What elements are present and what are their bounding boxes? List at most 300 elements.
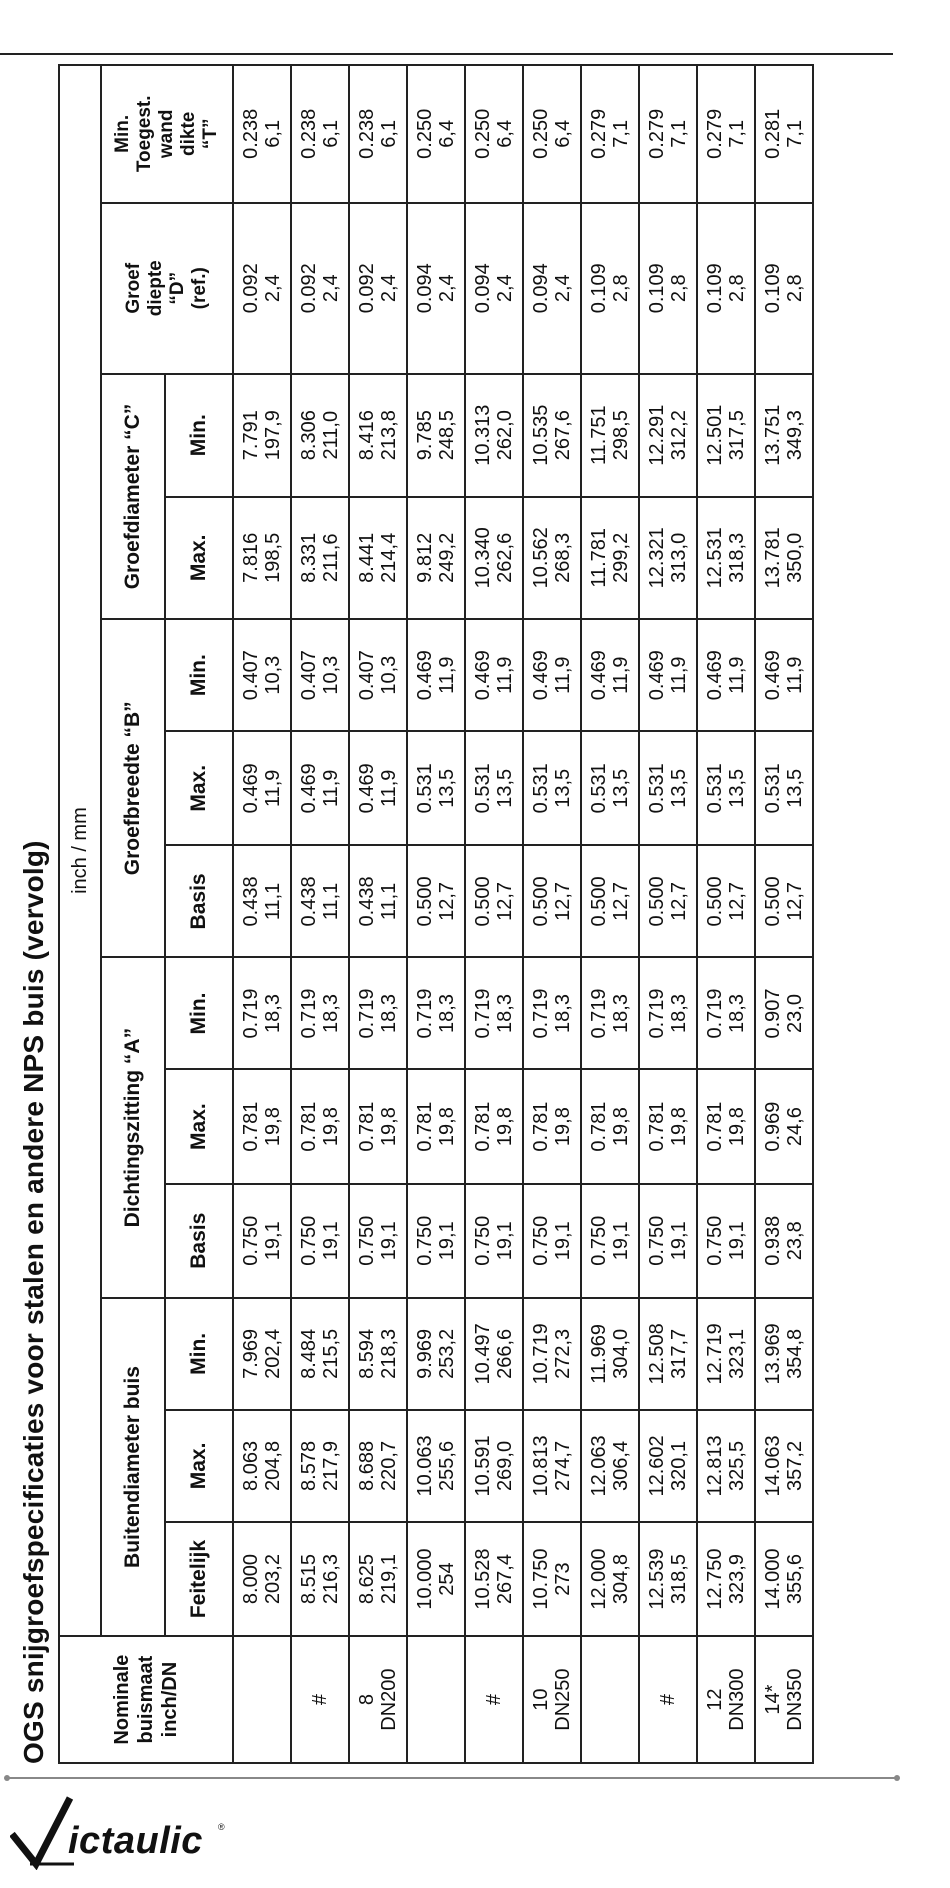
value-inch: 10.063 [414,1435,436,1497]
value-inch: 0.438 [356,876,378,927]
value-cell-b-min [233,619,291,731]
nominal-dn: DN200 [378,1668,400,1731]
value-mm: 19,1 [668,1221,690,1261]
value-mm: 320,1 [668,1440,690,1491]
value-cell-c-max [755,497,813,620]
value-mm: 203,2 [262,1554,284,1605]
value-mm: 18,3 [552,994,574,1033]
value-inch: 0.719 [646,988,668,1039]
value-inch: 0.750 [704,1215,726,1266]
value-cell-b-basis [407,845,465,957]
value-cell-c-max [407,497,465,620]
value-inch: 12.719 [704,1323,726,1385]
value-cell-od-act [523,1522,581,1636]
value-mm: 19,1 [610,1221,632,1261]
value-inch: 10.813 [530,1435,552,1497]
nominal-inch: # [309,1694,331,1706]
header-min-wall: Min. Toegest. wand dikte “T” [101,65,233,203]
value-cell-c-min [349,374,407,497]
value-cell-b-min [639,619,697,731]
nominal-size-cell [349,1636,407,1763]
value-inch: 14.063 [762,1435,784,1497]
value-mm: 214,4 [378,532,400,583]
value-inch: 0.500 [704,876,726,927]
value-inch: 0.238 [240,108,262,159]
value-cell-t [233,65,291,203]
value-inch: 0.500 [646,876,668,927]
value-inch: 11.781 [588,527,610,588]
value-inch: 0.781 [530,1101,552,1152]
value-inch: 10.750 [530,1548,552,1610]
value-mm: 312,2 [668,410,690,461]
value-mm: 318,3 [726,532,748,583]
value-inch: 14.000 [762,1548,784,1610]
value-cell-b-basis [697,845,755,957]
value-inch: 8.594 [356,1328,378,1379]
value-mm: 215,5 [320,1328,342,1379]
value-cell-b-min [349,619,407,731]
value-mm: 19,1 [726,1221,748,1261]
value-inch: 8.484 [298,1328,320,1379]
value-cell-c-min [465,374,523,497]
groove-spec-table [58,64,814,1764]
value-cell-a-max [465,1070,523,1184]
value-cell-c-min [639,374,697,497]
value-mm: 211,0 [320,410,342,460]
value-inch: 12.291 [646,404,668,466]
victaulic-logo [10,1790,230,1876]
value-mm: 2,4 [262,274,284,303]
value-inch: 8.306 [298,410,320,461]
value-cell-od-min [349,1298,407,1410]
nominal-size-cell [465,1636,523,1763]
value-mm: 11,9 [494,656,516,694]
value-cell-od-act [291,1522,349,1636]
value-inch: 9.969 [414,1328,436,1379]
value-cell-a-min [291,957,349,1069]
value-inch: 0.438 [240,876,262,927]
value-mm: 19,8 [494,1107,516,1147]
value-inch: 0.750 [240,1215,262,1266]
value-mm: 249,2 [436,532,458,583]
value-mm: 12,7 [552,881,574,921]
value-inch: 8.688 [356,1440,378,1491]
header-a-basis: Basis [165,1184,233,1298]
value-cell-c-min [523,374,581,497]
value-inch: 0.750 [472,1215,494,1266]
value-inch: 10.719 [530,1323,552,1385]
value-cell-od-max [581,1410,639,1522]
value-inch: 9.785 [414,410,436,461]
value-mm: 211,6 [320,533,342,583]
value-inch: 0.750 [356,1215,378,1266]
value-inch: 0.109 [588,263,610,314]
value-cell-t [407,65,465,203]
value-inch: 0.094 [414,263,436,314]
value-mm: 11,9 [436,656,458,694]
value-cell-c-max [523,497,581,620]
value-cell-od-act [755,1522,813,1636]
value-cell-c-max [697,497,755,620]
value-mm: 6,1 [378,119,400,148]
value-cell-a-basis [697,1184,755,1298]
value-mm: 11,9 [262,769,284,808]
value-cell-od-max [233,1410,291,1522]
value-mm: 217,9 [320,1440,342,1491]
value-inch: 0.469 [588,650,610,701]
value-mm: 6,4 [436,119,458,148]
value-mm: 198,5 [262,532,284,583]
bottom-rule [8,1777,896,1779]
value-cell-od-act [407,1522,465,1636]
value-mm: 19,8 [610,1107,632,1147]
value-inch: 8.331 [298,532,320,583]
value-mm: 12,7 [784,881,806,921]
value-inch: 0.279 [588,108,610,159]
value-cell-b-basis [755,845,813,957]
value-mm: 268,3 [552,532,574,583]
value-cell-b-max [465,731,523,845]
value-mm: 12,7 [726,881,748,921]
rotated-page [10,0,870,1764]
table-row [465,65,523,1763]
value-cell-a-min [581,957,639,1069]
value-cell-od-max [639,1410,697,1522]
value-cell-b-max [697,731,755,845]
value-cell-b-max [581,731,639,845]
value-cell-t [581,65,639,203]
nominal-inch: 10 [530,1688,552,1711]
value-cell-d [523,203,581,374]
value-inch: 0.938 [762,1215,784,1266]
value-inch: 10.313 [472,404,494,466]
value-mm: 19,1 [494,1221,516,1261]
value-cell-od-min [233,1298,291,1410]
value-cell-od-min [581,1298,639,1410]
value-mm: 274,7 [552,1440,574,1491]
header-a-max: Max. [165,1070,233,1184]
value-inch: 0.407 [298,650,320,701]
value-cell-od-min [697,1298,755,1410]
value-mm: 254 [436,1562,458,1596]
value-cell-od-max [523,1410,581,1522]
value-cell-d [581,203,639,374]
value-inch: 11.751 [588,405,610,466]
value-inch: 10.562 [530,527,552,589]
value-inch: 8.416 [356,410,378,461]
value-mm: 2,4 [552,274,574,303]
header-b-max: Max. [165,731,233,845]
value-mm: 272,3 [552,1328,574,1379]
value-cell-a-max [349,1070,407,1184]
value-mm: 7,1 [784,119,806,148]
value-cell-a-max [581,1070,639,1184]
value-cell-b-max [233,731,291,845]
value-mm: 269,0 [494,1440,516,1491]
value-inch: 0.094 [472,263,494,314]
table-row [233,65,291,1763]
value-mm: 18,3 [436,994,458,1033]
value-inch: 12.539 [646,1548,668,1610]
value-mm: 11,9 [726,656,748,694]
value-mm: 304,0 [610,1328,632,1379]
value-cell-b-min [465,619,523,731]
value-mm: 253,2 [436,1328,458,1379]
value-inch: 0.469 [298,763,320,814]
value-inch: 0.781 [646,1101,668,1152]
value-cell-b-max [407,731,465,845]
value-mm: 2,8 [726,274,748,303]
value-inch: 7.969 [240,1328,262,1379]
value-inch: 0.719 [530,988,552,1039]
value-mm: 350,0 [784,532,806,583]
value-mm: 6,4 [494,119,516,148]
value-cell-d [349,203,407,374]
value-mm: 317,5 [726,410,748,461]
value-cell-c-min [291,374,349,497]
value-mm: 267,6 [552,410,574,461]
table-body [233,65,813,1763]
value-mm: 18,3 [494,994,516,1033]
value-cell-a-basis [581,1184,639,1298]
value-mm: 12,7 [668,881,690,921]
header-b-basis: Basis [165,845,233,957]
value-inch: 0.250 [530,108,552,159]
value-inch: 0.781 [472,1101,494,1152]
value-cell-od-act [697,1522,755,1636]
logo-wordmark: ictaulic [68,1820,203,1862]
value-cell-d [639,203,697,374]
value-inch: 0.969 [762,1101,784,1152]
value-inch: 10.535 [530,404,552,466]
value-mm: 7,1 [668,119,690,148]
value-inch: 8.441 [356,532,378,583]
logo-registered-mark: ® [218,1822,225,1832]
value-inch: 0.719 [414,988,436,1039]
value-cell-c-min [233,374,291,497]
value-mm: 2,4 [436,274,458,303]
value-cell-t [523,65,581,203]
value-mm: 19,8 [320,1107,342,1147]
value-cell-c-max [349,497,407,620]
value-inch: 12.501 [704,404,726,466]
value-cell-od-max [697,1410,755,1522]
value-cell-c-max [465,497,523,620]
value-mm: 325,5 [726,1440,748,1491]
value-mm: 19,8 [726,1107,748,1147]
value-inch: 0.092 [298,263,320,314]
value-inch: 0.238 [356,108,378,159]
value-inch: 0.279 [704,108,726,159]
value-cell-c-min [407,374,465,497]
value-cell-od-act [581,1522,639,1636]
value-cell-od-max [755,1410,813,1522]
value-mm: 262,0 [494,410,516,461]
value-inch: 0.438 [298,876,320,927]
value-inch: 0.250 [414,108,436,159]
value-cell-t [465,65,523,203]
value-inch: 0.750 [588,1215,610,1266]
value-mm: 213,8 [378,410,400,461]
value-mm: 357,2 [784,1440,806,1491]
value-inch: 0.781 [704,1101,726,1152]
value-inch: 8.515 [298,1554,320,1605]
nominal-inch: # [657,1694,679,1706]
value-inch: 0.094 [530,263,552,314]
value-inch: 13.751 [762,404,784,466]
value-inch: 12.750 [704,1548,726,1610]
nominal-dn: DN250 [552,1668,574,1731]
value-cell-b-basis [639,845,697,957]
value-cell-a-min [233,957,291,1069]
value-cell-od-act [349,1522,407,1636]
value-mm: 10,3 [320,655,342,695]
value-inch: 0.281 [762,108,784,159]
value-mm: 7,1 [726,119,748,148]
value-cell-a-basis [755,1184,813,1298]
value-cell-c-max [233,497,291,620]
value-inch: 0.781 [414,1101,436,1152]
value-cell-t [697,65,755,203]
value-cell-a-max [407,1070,465,1184]
value-inch: 12.000 [588,1548,610,1610]
value-inch: 0.469 [472,650,494,701]
value-mm: 218,3 [378,1328,400,1379]
value-inch: 0.469 [762,650,784,701]
value-mm: 19,8 [552,1107,574,1147]
value-inch: 12.321 [646,527,668,589]
value-inch: 0.750 [530,1215,552,1266]
table-row [581,65,639,1763]
value-cell-b-max [291,731,349,845]
value-cell-b-max [639,731,697,845]
value-mm: 11,1 [378,882,400,921]
value-inch: 10.497 [472,1323,494,1385]
value-inch: 11.969 [588,1324,610,1384]
value-mm: 13,5 [726,768,748,808]
value-inch: 0.531 [646,763,668,814]
value-mm: 317,7 [668,1328,690,1379]
value-inch: 10.000 [414,1548,436,1610]
value-inch: 0.469 [414,650,436,701]
table-row [407,65,465,1763]
value-mm: 10,3 [378,655,400,695]
table-row [291,65,349,1763]
value-mm: 2,8 [610,274,632,303]
value-mm: 19,1 [436,1221,458,1261]
value-cell-b-basis [523,845,581,957]
value-mm: 6,1 [320,119,342,148]
value-mm: 220,7 [378,1440,400,1491]
value-cell-b-min [755,619,813,731]
value-cell-a-basis [407,1184,465,1298]
header-c-min: Min. [165,374,233,497]
value-mm: 19,8 [378,1107,400,1147]
value-cell-d [755,203,813,374]
value-mm: 262,6 [494,532,516,583]
value-mm: 11,1 [320,882,342,921]
value-mm: 202,4 [262,1328,284,1379]
nominal-inch: 12 [704,1688,726,1711]
value-cell-od-min [523,1298,581,1410]
value-cell-od-min [291,1298,349,1410]
value-mm: 11,9 [320,769,342,808]
nominal-inch: 8 [356,1694,378,1706]
value-cell-b-basis [233,845,291,957]
value-mm: 13,5 [784,768,806,808]
value-mm: 24,6 [784,1107,806,1147]
value-cell-b-min [523,619,581,731]
value-cell-d [465,203,523,374]
value-inch: 12.508 [646,1323,668,1385]
value-mm: 318,5 [668,1554,690,1605]
header-groove-depth: Groef diepte “D” (ref.) [101,203,233,374]
nominal-size-cell [523,1636,581,1763]
value-inch: 8.578 [298,1440,320,1491]
nominal-size-cell [581,1636,639,1763]
nominal-size-cell [291,1636,349,1763]
value-cell-a-basis [291,1184,349,1298]
value-cell-a-basis [465,1184,523,1298]
value-cell-od-act [465,1522,523,1636]
value-cell-od-max [291,1410,349,1522]
value-mm: 304,8 [610,1554,632,1605]
value-mm: 23,8 [784,1221,806,1261]
nominal-size-cell [407,1636,465,1763]
value-cell-od-min [755,1298,813,1410]
value-mm: 255,6 [436,1440,458,1491]
value-cell-d [291,203,349,374]
value-cell-a-max [639,1070,697,1184]
nominal-size-cell [639,1636,697,1763]
value-mm: 13,5 [436,768,458,808]
header-a-min: Min. [165,957,233,1069]
value-mm: 349,3 [784,410,806,461]
value-mm: 2,4 [378,274,400,303]
value-cell-b-basis [581,845,639,957]
value-cell-od-min [465,1298,523,1410]
value-inch: 0.250 [472,108,494,159]
value-mm: 2,8 [668,274,690,303]
value-inch: 0.781 [240,1101,262,1152]
value-mm: 18,3 [726,994,748,1033]
nominal-size-cell [755,1636,813,1763]
value-inch: 0.531 [588,763,610,814]
value-inch: 0.092 [356,263,378,314]
value-mm: 23,0 [784,994,806,1033]
value-mm: 13,5 [668,768,690,808]
value-inch: 0.407 [240,650,262,701]
value-mm: 10,3 [262,655,284,695]
header-b-min: Min. [165,619,233,731]
value-mm: 248,5 [436,410,458,461]
value-inch: 0.109 [704,263,726,314]
value-mm: 306,4 [610,1440,632,1491]
value-mm: 355,6 [784,1554,806,1605]
value-cell-od-max [407,1410,465,1522]
value-cell-b-min [407,619,465,731]
value-mm: 13,5 [494,768,516,808]
value-inch: 0.109 [646,263,668,314]
value-cell-t [755,65,813,203]
value-inch: 10.340 [472,527,494,589]
value-inch: 0.092 [240,263,262,314]
header-units: inch / mm [59,65,101,1636]
value-inch: 7.791 [240,410,262,461]
value-mm: 219,1 [378,1554,400,1605]
value-mm: 298,5 [610,410,632,461]
value-cell-a-basis [233,1184,291,1298]
